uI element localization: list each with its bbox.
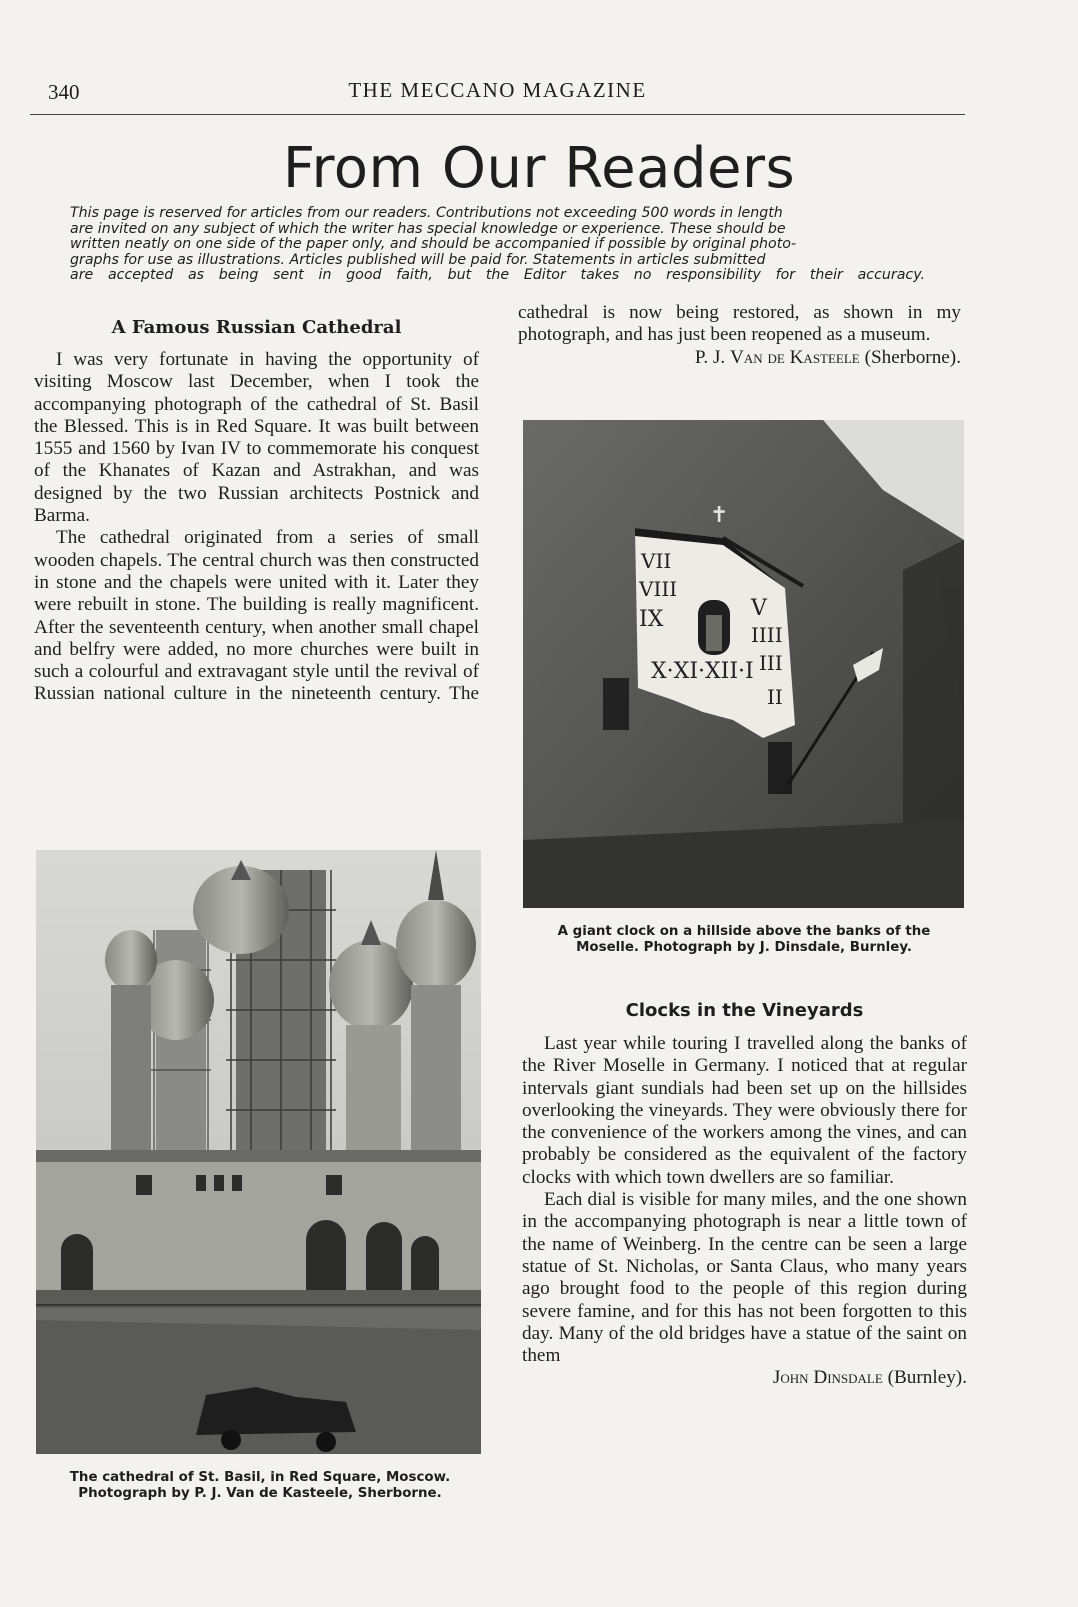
article-cathedral-continuation [518, 302, 961, 369]
svg-text:✝: ✝ [710, 503, 729, 528]
signature [522, 1367, 967, 1389]
cathedral-illustration [36, 850, 481, 1454]
caption-line: The cathedral of St. Basil, in Red Square, Moscow. [69, 1470, 451, 1485]
article-heading-cathedral: A Famous Russian Cathedral [111, 317, 402, 338]
signature-place: (Sherborne). [864, 346, 961, 368]
paragraph: cathedral is now being restored, as shown in my photograph, and has just been reopened as a museum. [518, 302, 961, 346]
intro-line: written neatly on one side of the paper only, and should be accompanied if possible by original photo- [70, 236, 797, 252]
sundial-illustration [523, 420, 964, 908]
paragraph: Last year while touring I travelled along the banks of the River Moselle in Germany. I noticed that at regular intervals giant sundials had been set up on the hillsides overlooking the vineyards. They were obviously there for the convenience of the workers among the vines, and can probably be considered as the equivalent of the factory clocks with which town dwellers are so familiar. [522, 1033, 967, 1188]
dial-numeral: X·XI·XII·I [651, 659, 754, 684]
dial-numeral: III [759, 651, 783, 675]
signature-initials: P. J. [694, 346, 726, 368]
dial-numeral: IIII [751, 623, 783, 647]
caption-line: Photograph by P. J. Van de Kasteele, Sherborne. [78, 1486, 442, 1501]
article-clocks-body [522, 1033, 967, 1390]
article-heading-clocks: Clocks in the Vineyards [625, 1000, 864, 1021]
dial-numeral: V [751, 596, 767, 621]
cathedral-caption [34, 1470, 486, 1502]
paragraph: Each dial is visible for many miles, and the one shown in the accompanying photograph is near a little town of the name of Weinberg. In the centre can be seen a large statue of St. Nicholas, or Santa Claus, who many years ago brought food to the people of this region during severe famine, and for this has not been forgotten to this day. Many of the old bridges have a statue of the saint on them [522, 1189, 967, 1367]
sundial-photo [523, 420, 964, 908]
signature-place: (Burnley). [887, 1367, 967, 1389]
caption-line: Moselle. Photograph by J. Dinsdale, Burnley. [576, 940, 912, 955]
page-header [30, 78, 965, 115]
article-cathedral-body [34, 349, 479, 706]
signature-name: Van de Kasteele [730, 346, 860, 368]
dial-numeral: VIII [639, 577, 678, 601]
dial-numeral: VII [641, 549, 672, 573]
page-title: From Our Readers [282, 136, 796, 201]
dial-numeral: II [767, 685, 783, 709]
intro-line: This page is reserved for articles from our readers. Contributions not exceeding 500 words in length [70, 205, 783, 221]
dial-numeral: IX [639, 607, 664, 632]
caption-line: A giant clock on a hillside above the banks of the [557, 924, 931, 939]
intro-line: graphs for use as illustrations. Articles published will be paid for. Statements in articles submitted [70, 251, 766, 268]
intro-note [70, 206, 925, 284]
signature-name: John Dinsdale [772, 1367, 883, 1389]
intro-line: are accepted as being sent in good faith, but the Editor takes no responsibility for their accuracy. [70, 267, 925, 283]
magazine-title: THE MECCANO MAGAZINE [348, 78, 647, 102]
paragraph: The cathedral originated from a series of small wooden chapels. The central church was then constructed in stone and the chapels were united with it. Later they were rebuilt in stone. The building is really magnificent. After the seventeenth century, when another small chapel and belfry were added, no more churches were built in such a colourful and extravagant style until the revival of Russian national culture in the nineteenth century. The [34, 527, 479, 705]
intro-line: are invited on any subject of which the writer has special knowledge or experience. These should be [70, 220, 786, 237]
sundial-caption [520, 924, 968, 956]
page-number: 340 [48, 80, 80, 104]
cathedral-photo [36, 850, 481, 1454]
signature [518, 347, 961, 369]
paragraph: I was very fortunate in having the opportunity of visiting Moscow last December, when I took the accompanying photograph of the cathedral of St. Basil the Blessed. This is in Red Square. It was built between 1555 and 1560 by Ivan IV to commemorate his conquest of the Khanates of Kazan and Astrakhan, and was designed by the two Russian architects Postnick and Barma. [34, 349, 479, 527]
